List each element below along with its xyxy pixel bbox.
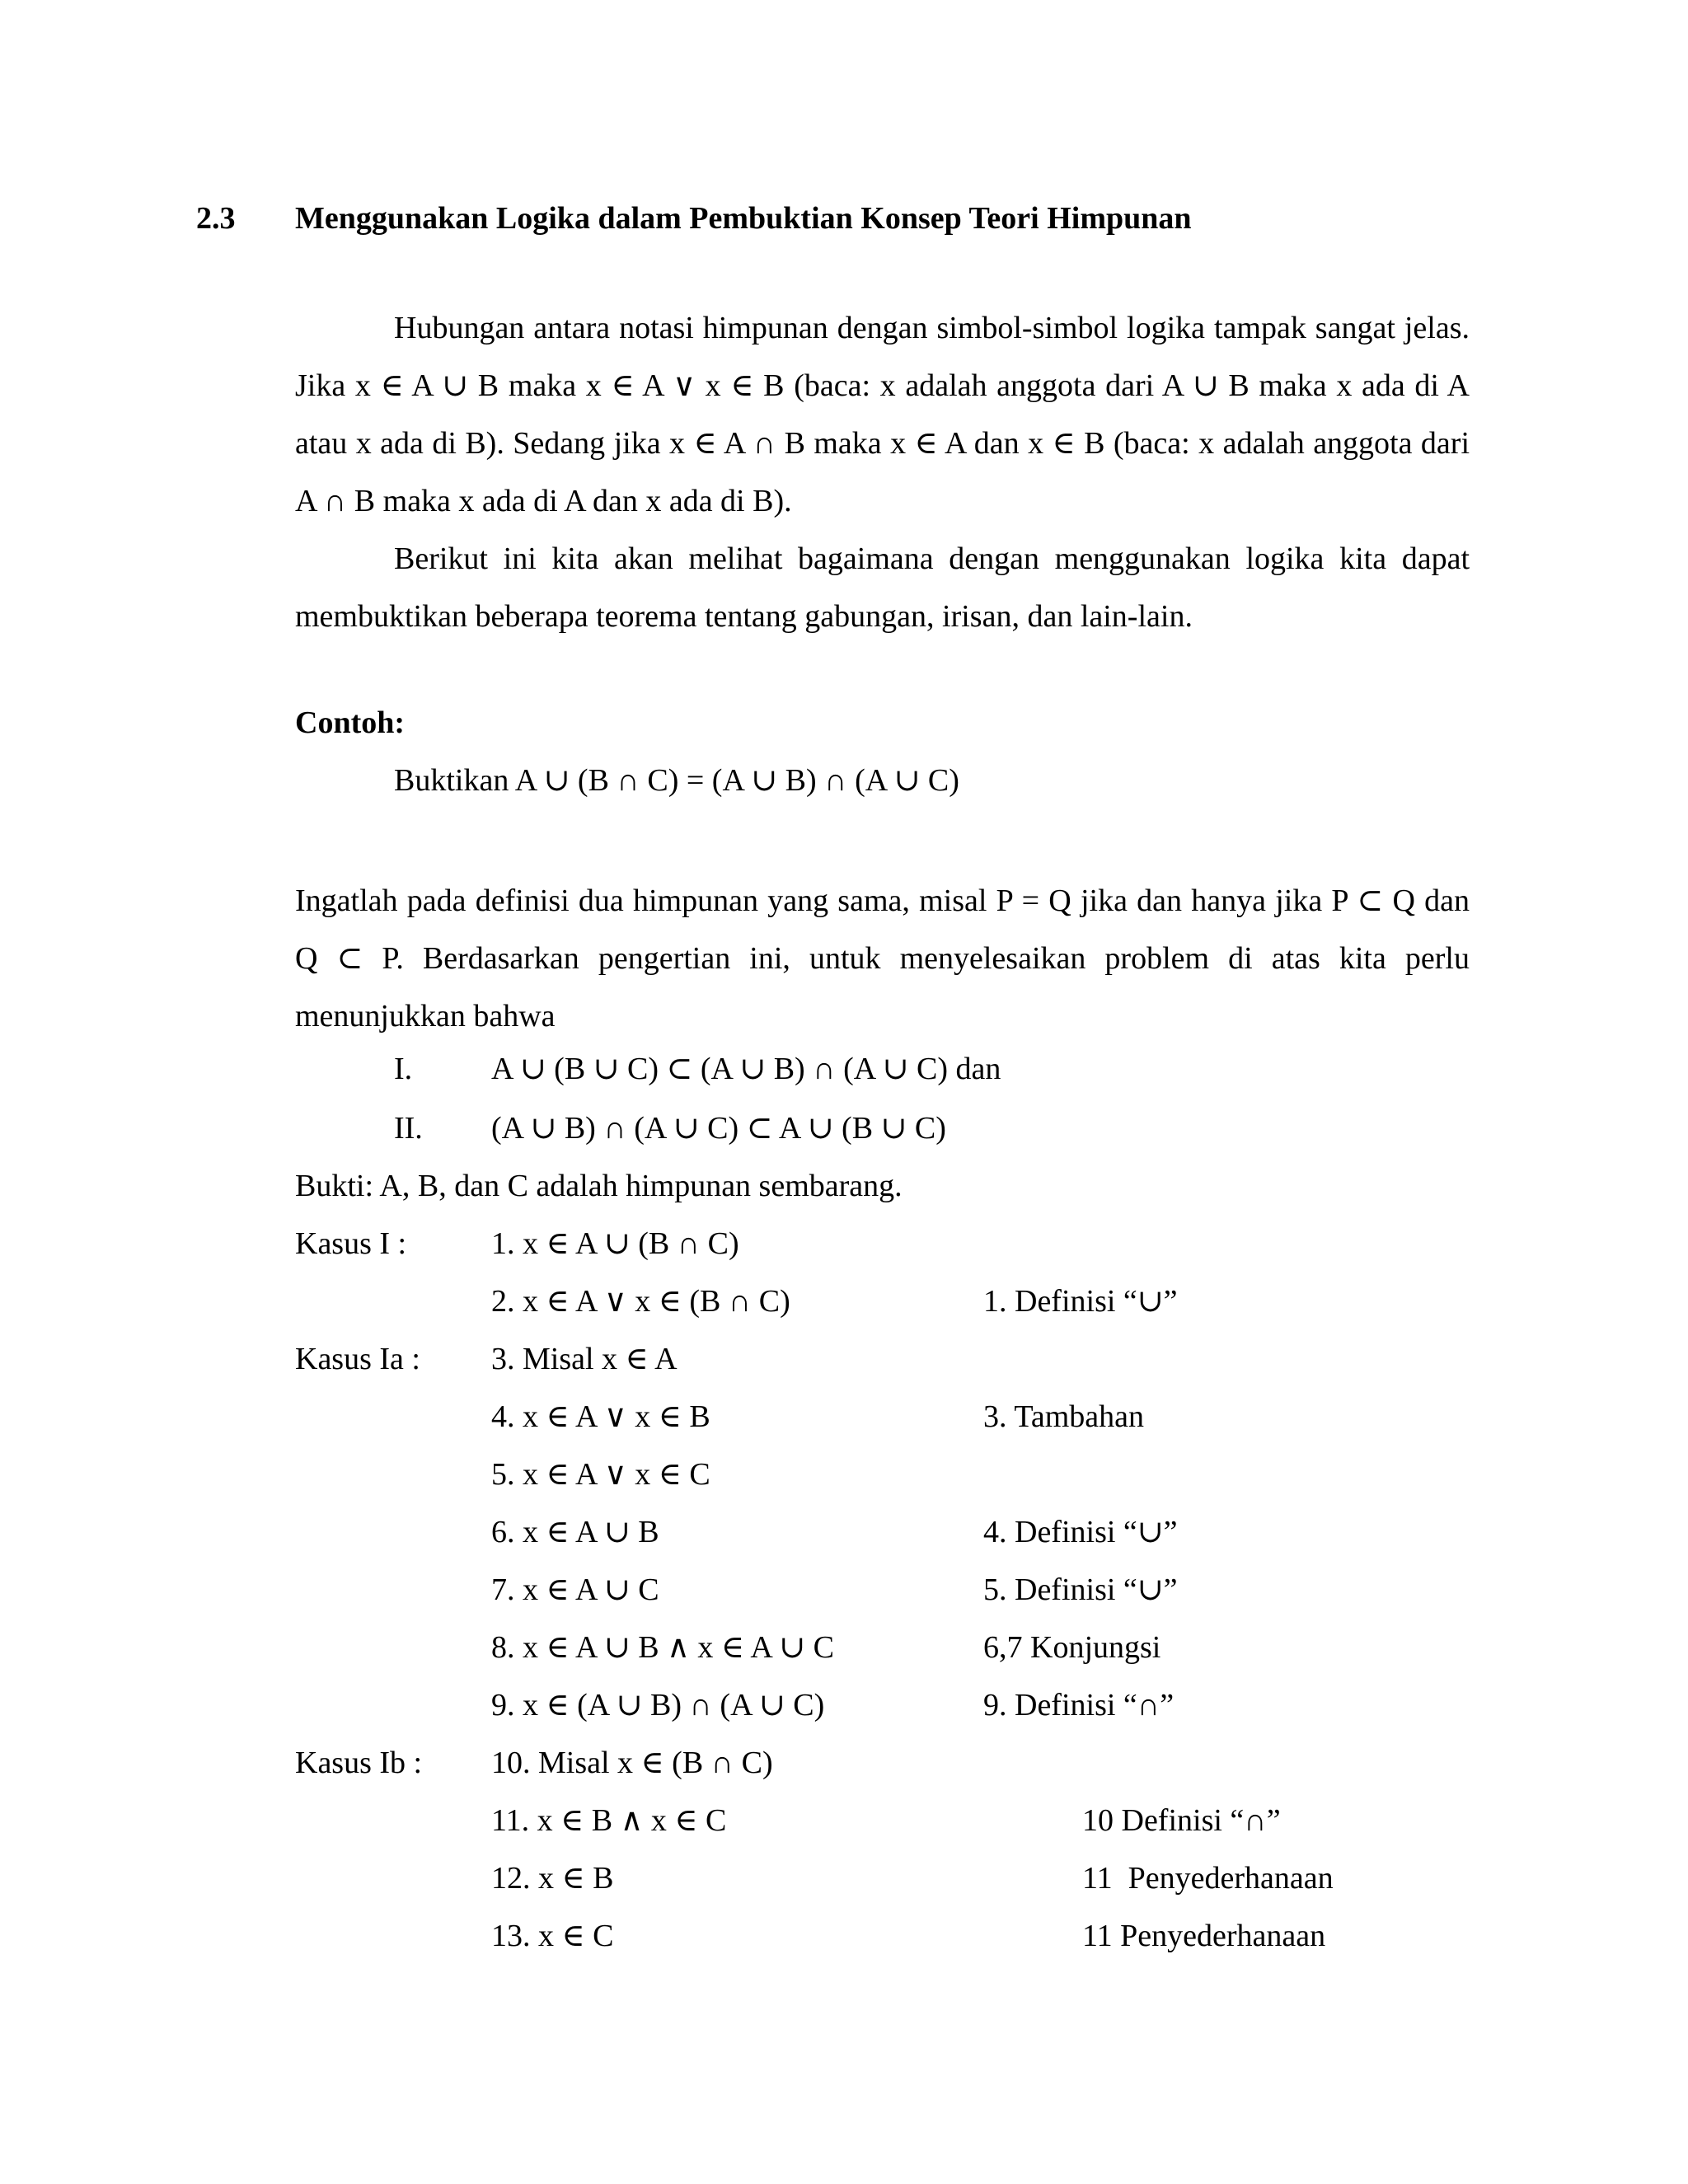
proof-reason: 9. Definisi “∩” xyxy=(983,1688,1175,1722)
explanation-paragraph: Ingatlah pada definisi dua himpunan yang sama, misal P = Q jika dan hanya jika P ⊂ Q dan Q ⊂ P. Berdasarkan pengertian ini, untuk menyelesaikan problem di atas kita perlu menunjukkan bahwa xyxy=(295,883,1470,1033)
proof-reason: 1. Definisi “∪” xyxy=(983,1284,1178,1319)
proof-step: 13. x ∈ C xyxy=(491,1919,614,1953)
proof-step: 9. x ∈ (A ∪ B) ∩ (A ∪ C) xyxy=(491,1688,825,1722)
intro-paragraph-1 xyxy=(295,299,1470,530)
claim-2-text: (A ∪ B) ∩ (A ∪ C) ⊂ A ∪ (B ∪ C) xyxy=(491,1111,946,1146)
proof-case-label: Kasus Ia : xyxy=(295,1342,420,1376)
claim-2-numeral: II. xyxy=(394,1111,423,1146)
intro-paragraph-2-text: Berikut ini kita akan melihat bagaimana dengan menggunakan logika kita dapat membuktikan beberapa teorema tentang gabungan, irisan, dan lain-lain. xyxy=(295,541,1470,634)
proof-reason: 10 Definisi “∩” xyxy=(1082,1803,1281,1838)
proof-reason: 4. Definisi “∪” xyxy=(983,1515,1178,1549)
proof-reason: 3. Tambahan xyxy=(983,1399,1145,1434)
proof-step: 10. Misal x ∈ (B ∩ C) xyxy=(491,1746,773,1780)
example-statement: Buktikan A ∪ (B ∩ C) = (A ∪ B) ∩ (A ∪ C) xyxy=(394,763,959,798)
proof-reason: 5. Definisi “∪” xyxy=(983,1572,1178,1607)
intro-paragraph-2 xyxy=(295,530,1470,645)
proof-reason: 11 Penyederhanaan xyxy=(1082,1861,1334,1896)
claim-1-numeral: I. xyxy=(394,1052,413,1086)
proof-step: 11. x ∈ B ∧ x ∈ C xyxy=(491,1803,727,1838)
proof-reason: 6,7 Konjungsi xyxy=(983,1630,1161,1665)
proof-step: 8. x ∈ A ∪ B ∧ x ∈ A ∪ C xyxy=(491,1630,834,1665)
intro-paragraph-1-text: Hubungan antara notasi himpunan dengan simbol-simbol logika tampak sangat jelas. Jika x ∈ A ∪ B maka x ∈ A ∨ x ∈ B (baca: x adalah anggota dari A ∪ B maka x ada di A atau x ada di B). Sedang jika x ∈ A ∩ B maka x ∈ A dan x ∈ B (baca: x adalah anggota dari A ∩ B maka x ada di A dan x ada di B). xyxy=(295,311,1470,518)
proof-step: 6. x ∈ A ∪ B xyxy=(491,1515,659,1549)
proof-step: 4. x ∈ A ∨ x ∈ B xyxy=(491,1399,710,1434)
claim-1-text: A ∪ (B ∪ C) ⊂ (A ∪ B) ∩ (A ∪ C) dan xyxy=(491,1052,1001,1086)
proof-step: 5. x ∈ A ∨ x ∈ C xyxy=(491,1457,710,1492)
proof-step: 2. x ∈ A ∨ x ∈ (B ∩ C) xyxy=(491,1284,790,1319)
proof-case-label: Kasus Ib : xyxy=(295,1746,423,1780)
proof-intro: Bukti: A, B, dan C adalah himpunan sembarang. xyxy=(295,1169,903,1203)
section-title: Menggunakan Logika dalam Pembuktian Konsep Teori Himpunan xyxy=(295,201,1192,236)
proof-case-label: Kasus I : xyxy=(295,1226,407,1261)
section-number: 2.3 xyxy=(196,201,236,236)
proof-step: 7. x ∈ A ∪ C xyxy=(491,1572,659,1607)
proof-reason: 11 Penyederhanaan xyxy=(1082,1919,1326,1953)
proof-step: 3. Misal x ∈ A xyxy=(491,1342,678,1376)
proof-step: 12. x ∈ B xyxy=(491,1861,614,1896)
example-label: Contoh: xyxy=(295,705,406,740)
proof-step: 1. x ∈ A ∪ (B ∩ C) xyxy=(491,1226,739,1261)
